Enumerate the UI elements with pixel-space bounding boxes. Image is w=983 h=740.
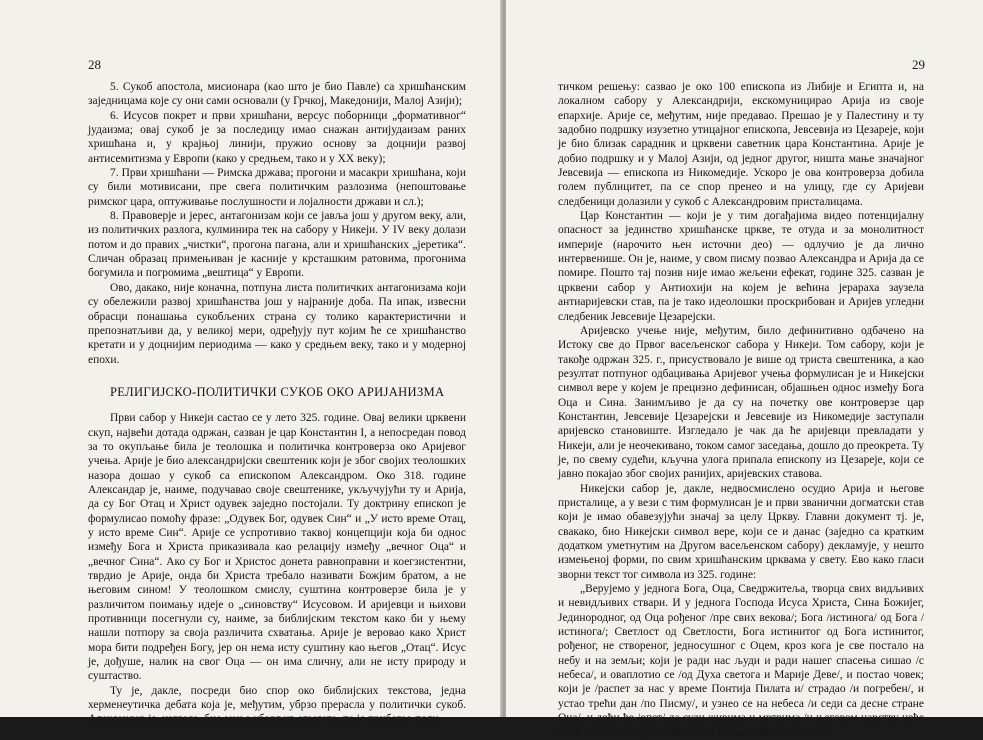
page-number-left: 28 bbox=[88, 57, 101, 72]
right-page bbox=[506, 0, 983, 739]
paragraph: 6. Исусов покрет и први хришћани, версус поборници „формативног“ јудаизма; овај сукоб је за последицу имао снажан антијудаизам раних хришћана и, у крајњој линији, пружио основу за доцнији развој антисемитизма у Европи (како у средњем, тако и у XX веку); bbox=[88, 109, 466, 165]
quote-paragraph: „Верујемо у једнога Бога, Оца, Сведржитеља, творца свих видљивих и невидљивих ствари. И у једнога Господа Исуса Христа, Сина Божијег, Јединородног, од Оца рођеног /пре свих векова/; Бога /истинога/ од Бога /истинога/; Светлост од Светлости, Бога истинитог од Бога истинитог, рођеног, не створеног, једносушног с Оцем, кроз кога је све постало на небу и на земљи; који је ради нас људи и ради нашег спасења сишао /с небеса/, и оваплотио се /од Духа светога и Марије Деве/, и постао човек; који је /распет за нас у време Понтија Пилата и/ страдао /и погребен/, и устао трећи дан /по Писму/, и узнео се на небеса /и седи са десне стране Оца/, и доћи ће /опет/ да суди живима и мртвима /и његовом царству неће бити краја/. И у Духа Светога. /Господа, Животворнога, bbox=[558, 583, 924, 739]
paragraph: Ту је, дакле, посреди био спор око библијских текстова, једна херменеутичка дебата која је, међутим, убрзо прерасла у политички сукоб. Александар је, изгледа, био мање убедљив егзегета, па је прибегао поли- bbox=[88, 684, 466, 726]
right-text-column bbox=[558, 80, 924, 740]
left-text-column bbox=[88, 80, 466, 727]
paragraph: Ово, дакако, није коначна, потпуна листа политичких антагонизама који су обележили развој хришћанства још у најраније доба. Па ипак, извесни обрасци понашања сукобљених страна су толико карактеристични и препознатљиви да, у великој мери, одређују пут којим ће се хришћанство кретати и у доцнијим периодима — како у средњем веку, тако и у модерној епохи. bbox=[88, 281, 466, 366]
paragraph: Аријевско учење није, међутим, било дефинитивно одбачено на Истоку све до Првог васељенског сабора у Никеји. Том сабору, који је такође одржан 325. г., присуствовало је више од триста свештеника, а као резултат потпуног одбацивања Аријевог учења формулисан је и Никејски символ вере у којем је прецизно дефинисан, објашњен однос између Бога Оца и Сина. Занимљиво је да су на почетку ове контроверзе цар Константин, Јевсевије Цезарејски и Јевсевије из Никомедије заступали аријевско становиште. Изгледало је чак да ће аријевци превладати у Никеји, али је неочекивано, током самог заседања, дошло до преокрета. Ту је, по свему судећи, кључна улога припала епископу из Цезареје, који се јавно покајао због својих ранијих, аријевских ставова. bbox=[558, 324, 924, 481]
paragraph: тичком решењу: сазвао је око 100 епископа из Либије и Египта и, на локалном сабору у Александрији, екскомуницирао Арија из своје епархије. Арије се, међутим, није предавао. Прешао је у Палестину и ту задобио подршку изузетно утицајног епископа, Јевсевија из Цезареје, који је био близак сарадник и црквени саветник цара Константина. Арије је добио подршку и у Малој Азији, од једног другог, ништа мање значајног Јевсевија — епископа из Никомедије. Ускоро је ова контроверза добила голем публицитет, па се спор пренео и на улицу, где су Аријеви следбеници долазили у сукоб с Александровим присталицама. bbox=[558, 81, 924, 208]
paragraph: Никејски сабор је, дакле, недвосмислено осудио Арија и његове присталице, а у вези с тим формулисан је и први званични догматски став који је имао обавезујући значај за целу Цркву. Главни документ тј. је, свакако, био Никејски символ вере, који се и данас (заједно са кратким додатком уметнутим на Другом васељенском сабору) декламује, у нешто измењеној форми, по свим хришћанским црквама у свету. Ево како гласи зворни текст тог символа из 325. године: bbox=[558, 482, 924, 581]
section-heading: РЕЛИГИЈСКО-ПОЛИТИЧКИ СУКОБ ОКО АРИЈАНИЗМА bbox=[110, 384, 445, 399]
paragraph: 8. Правоверје и јерес, антагонизам који се јавља још у другом веку, али, из политичких разлога, кулминира тек на сабору у Никеји. У IV веку долази потом и до правих „чистки“, прогона пагана, али и хришћанских „јеретика“. Сличан образац примењиван је касније у крсташким ратовима, прогонима богумила и погромима „вештица“ у Европи. bbox=[88, 210, 466, 280]
paragraph: 7. Први хришћани — Римска држава; прогони и масакри хришћана, који су били мотивисани, пре свега политичким разлозима (непоштовање римског цара, оптуживање послушности и лојалности држави и сл.); bbox=[88, 167, 466, 208]
page-number-right: 29 bbox=[912, 57, 925, 72]
paragraph: 5. Сукоб апостола, мисионара (као што је био Павле) са хришћанским заједницама које су они сами основали (у Грчкој, Македонији, Малој Азији); bbox=[88, 81, 466, 108]
paragraph: Цар Константин — који је у тим догађајима видео потенцијалну опасност за јединство хришћанске цркве, те отуда и за монолитност империје (нарочито њен источни део) — одлучио је да лично интервенише. Он је, наиме, у свом писму позвао Александра и Арија да се помире. Пошто тај позив није имао жељени ефекат, године 325. сазван је црквени сабор у Антиохији на којем је већина јерараха заузела антиаријевски став, па је тако идеолошки проскрибован и Аријев угледни следбеник Јевсевије Цезарејски. bbox=[558, 210, 924, 323]
paragraph: Први сабор у Никеји састао се у лето 325. године. Овај велики црквени скуп, највећи дотада одржан, сазван је цар Константин I, а непосредан повод за то окупљање била је теолошка и политичка контроверза око Аријевог учења. Арије је био александријски свештеник који је због својих теолошких назора дошао у сукоб са епископом Александром. Око 318. године Александар је, наиме, подучавао своје свештенике, укључујући ту и Арија, да су Бог Отац и Христ одувек заједно постојали. Ту доктрину епископ је формулисао помоћу фразе: „Одувек Бог, одувек Син“ и „У исто време Отац, у исто време Син“. Арије се успротивио таквој концепцији која би однос између Бога и Христа приказивала као релацију између „вечног Оца“ и „вечног Сина“. Ако су Бог и Христос донета равноправни и коегзистентни, тврдио је Арије, онда би Христа требало називати Божјим братом, а не његовим сином! У теолошком смислу, суштина контроверзе била је у различитом поимању идеје о „синовству“ Исусовом. И аријевци и њихови противници посегнули су, наиме, за библијским текстом како би у њему нашли потпору за своја различита схватања. Арије је веровао како Христ мора бити подређен Богу, јер он нема исту суштину као његов „Отац“. Исус је, дођуше, налик на свог Оца — он има сличну, али не исту природу и суштаство. bbox=[88, 412, 466, 683]
